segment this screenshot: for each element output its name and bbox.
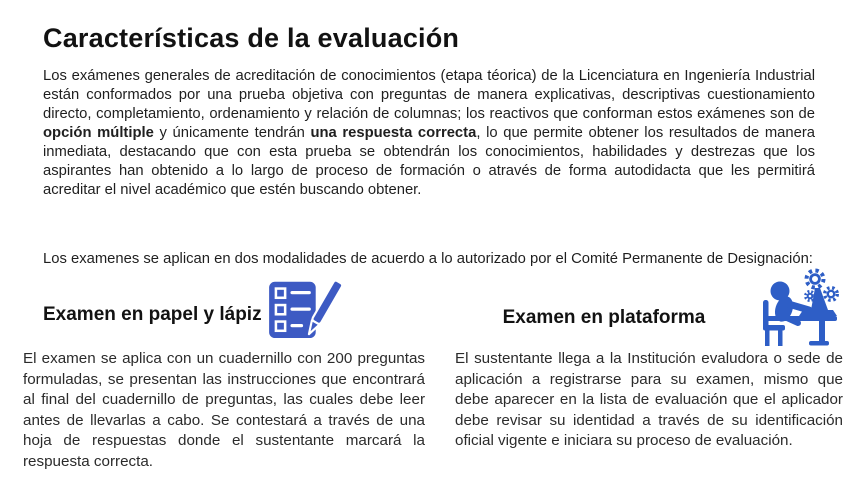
page-title: Características de la evaluación xyxy=(43,23,460,53)
paper-exam-heading: Examen en papel y lápiz xyxy=(43,304,262,325)
platform-exam-body: El sustentante llega a la Institución evaludora o sede de aplicación a registrarse para su examen, mismo que debe aparecer en la lista de evaluación que el aplicador debe revisar su identidad a través de su identificación oficial vigente e iniciara su proceso de evaluación. xyxy=(455,350,843,449)
platform-exam-heading: Examen en plataforma xyxy=(502,307,706,328)
modalities-paragraph: Los examenes se aplican en dos modalidades de acuerdo a lo autorizado por el Comité Permanente de Designación: xyxy=(43,251,813,267)
person-at-computer-gears-icon xyxy=(753,264,841,353)
paper-exam-body: El examen se aplica con un cuadernillo con 200 preguntas formuladas, se presentan las instrucciones que encontrará al final del cuadernillo de preguntas, las cuales debe leer antes de llevarlas a cabo. Se contestará a través de una hoja de respuestas donde el sustentante marcará la respuesta correcta. xyxy=(23,350,425,470)
checklist-pen-icon xyxy=(266,274,346,345)
intro-paragraph: Los exámenes generales de acreditación de conocimientos (etapa téorica) de la Licenciatura en Ingeniería Industrial están conformados por una prueba objetiva con preguntas de manera explicativas, descriptivas cuestionamiento directo, completamiento, ordenamiento y relación de columnas; los reactivos que conforman estos exámenes son de opción múltiple y únicamente tendrán una respuesta correcta, lo que permite obtener los resultados de manera inmediata, destacando que con esta prueba se obtendrán los conocimientos, habilidades y destrezas que los aspirantes han obtenido a lo largo de proceso de formación o através de forma autodidacta que les permitirá acreditar el nivel académico que estén buscando obtener. xyxy=(43,68,815,198)
